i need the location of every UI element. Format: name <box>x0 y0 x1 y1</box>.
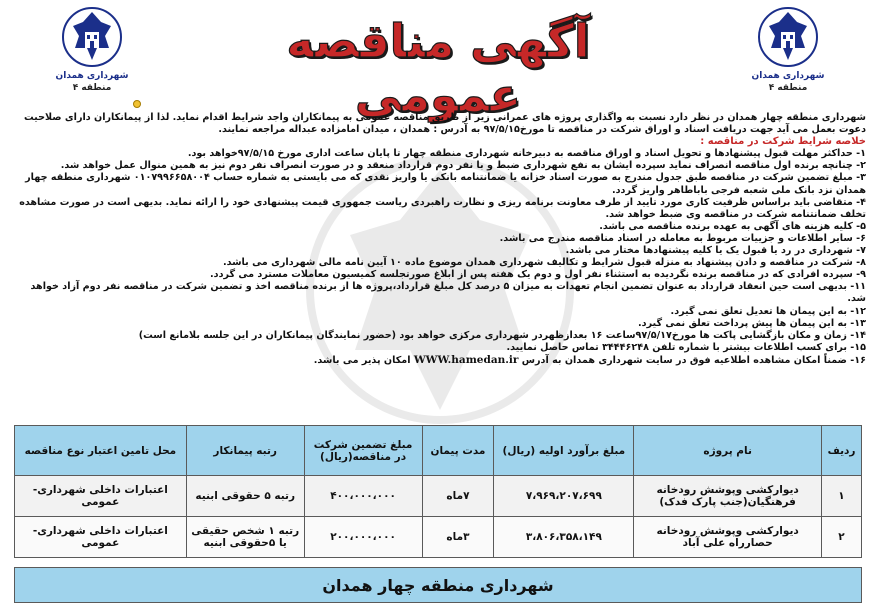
decorative-dot-icon <box>133 100 141 108</box>
logo-right-org: شهرداری همدان <box>751 71 825 81</box>
cell-row-number: ۲ <box>822 517 862 558</box>
condition-item: ۹- سپرده افرادی که در مناقصه برنده نگردیده به استثناء نفر اول و دوم یک هفته پس از ابلاغ صورتجلسه کمیسیون معاملات مسترد می گردد. <box>210 269 866 281</box>
header-guarantee: مبلغ تضمین شرکت در مناقصه(ریال) <box>304 426 422 476</box>
condition-16-suffix: امکان پذیر می باشد. <box>313 354 411 366</box>
condition-item: ۴- متقاضی باید براساس ظرفیت کاری مورد تایید از طرف معاونت برنامه ریزی و نظارت راهبردی ریاست جمهوری قیمت پیشنهادی خود را ارائه نماید. بدیهی است در صورت مشاهده تخلف ضمانتنامه شرکت در مناقصه وی ضبط خواهد شد. <box>19 196 866 220</box>
projects-table-wrap <box>14 425 862 558</box>
condition-item: ۳- مبلغ تضمین شرکت در مناقصه طبق جدول مندرج به صورت اسناد خزانه یا ضمانتنامه بانکی یا واریز نقدی که می بایستی به شماره حساب ۰۱۰۷۹۹۶۶۵۸۰۰۴ شهرداری منطقه چهار همدان نزد بانک ملی شعبه فرجی باباطاهر واریز گردد. <box>25 172 866 196</box>
projects-table <box>14 425 862 558</box>
municipality-emblem-icon <box>61 6 123 68</box>
conditions-title: خلاصه شرایط شرکت در مناقصه : <box>700 136 866 148</box>
condition-item: ۵- کلیه هزینه های آگهی به عهده برنده مناقصه می باشد. <box>599 220 866 232</box>
cell-contractor-rank: رتبه ۱ شخص حقیقی یا ۵حقوقی ابنیه <box>186 517 304 558</box>
cell-duration: ۳ماه <box>422 517 494 558</box>
condition-item: ۱۴- زمان و مکان بازگشایی پاکت ها مورخ۹۷/۵/۱۷ساعت ۱۶ بعدازظهردر شهرداری مرکزی خواهد بود (حضور نمایندگان پیمانکاران در این جلسه بلامانع است) <box>138 329 866 341</box>
municipality-logo-left <box>52 6 132 106</box>
notice-body <box>10 112 866 367</box>
logo-left-district: منطقه ۴ <box>72 83 112 93</box>
condition-item-16 <box>10 354 866 367</box>
logo-right-district: منطقه ۴ <box>768 83 808 93</box>
cell-estimate: ۷،۹۶۹،۲۰۷،۶۹۹ <box>494 476 634 517</box>
condition-item: ۱۵- برای کسب اطلاعات بیشتر با شماره تلفن ۳۴۴۴۶۲۴۸ تماس حاصل نمایید. <box>506 341 866 353</box>
cell-contractor-rank: رتبه ۵ حقوقی ابنیه <box>186 476 304 517</box>
cell-estimate: ۳،۸۰۶،۳۵۸،۱۴۹ <box>494 517 634 558</box>
condition-item: ۱۲- به این پیمان ها تعدیل تعلق نمی گیرد. <box>670 305 866 317</box>
cell-guarantee: ۲۰۰،۰۰۰،۰۰۰ <box>304 517 422 558</box>
condition-item: ۲- چنانچه برنده اول مناقصه انصراف نماید سپرده ایشان به نفع شهرداری ضبط و با نفر دوم قرارداد منعقد و در صورت انصراف نفر دوم نیز به همین منوال عمل خواهد شد. <box>60 160 866 172</box>
condition-item: ۸- شرکت در مناقصه و دادن پیشنهاد به منزله قبول شرایط و تکالیف شهرداری همدان موضوع ماده ۱۰ آیین نامه مالی شهرداری می باشد. <box>222 257 866 269</box>
condition-item: ۱۳- به این پیمان ها پیش پرداخت تعلق نمی گیرد. <box>638 317 866 329</box>
header-estimate: مبلغ برآورد اولیه (ریال) <box>494 426 634 476</box>
condition-item: ۱۱- بدیهی است حین انعقاد قرارداد به عنوان تضمین انجام تعهدات به میزان ۵ درصد کل مبلغ قرارداد،پروژه ها از برنده مناقصه اخذ و تضمین شرکت در مناقصه نفر دوم آزاد خواهد شد. <box>30 281 866 305</box>
cell-project-name: دیوارکشی وپوشش رودخانه فرهنگیان(جنب پارک فدک) <box>634 476 822 517</box>
header-contractor-rank: رتبه پیمانکار <box>186 426 304 476</box>
table-row <box>15 517 862 558</box>
header-funding: محل تامین اعتبار نوع مناقصه <box>15 426 187 476</box>
website-link[interactable]: WWW.hamedan.ir <box>413 353 519 366</box>
condition-item: ۱- حداکثر مهلت قبول پیشنهادها و تحویل اسناد و اوراق مناقصه به دبیرخانه شهرداری منطقه چهار تا پایان ساعت اداری مورخ ۹۷/۵/۱۵خواهد بود. <box>187 148 866 160</box>
cell-guarantee: ۴۰۰،۰۰۰،۰۰۰ <box>304 476 422 517</box>
conditions-list <box>10 148 866 354</box>
condition-item: ۶- سایر اطلاعات و جزییات مربوط به معامله در اسناد مناقصه مندرج می باشد. <box>499 232 866 244</box>
municipality-logo-right <box>748 6 828 106</box>
cell-row-number: ۱ <box>822 476 862 517</box>
condition-16-text: ۱۶- ضمناً امکان مشاهده اطلاعیه فوق در سایت شهرداری همدان به آدرس <box>521 354 866 366</box>
notice-header <box>0 0 875 122</box>
table-row <box>15 476 862 517</box>
header-row-number: ردیف <box>822 426 862 476</box>
cell-funding: اعتبارات داخلی شهرداری-عمومی <box>15 476 187 517</box>
cell-funding: اعتبارات داخلی شهرداری-عمومی <box>15 517 187 558</box>
table-header-row <box>15 426 862 476</box>
notice-title: آگهی مناقصه عمومی <box>286 14 590 122</box>
footer-banner: شهرداری منطقه چهار همدان <box>14 567 862 603</box>
condition-item: ۷- شهرداری در رد یا قبول یک یا کلیه پیشنهادها مختار می باشد. <box>565 245 866 257</box>
header-duration: مدت پیمان <box>422 426 494 476</box>
header-project-name: نام پروژه <box>634 426 822 476</box>
cell-duration: ۷ماه <box>422 476 494 517</box>
intro-paragraph: شهرداری منطقه چهار همدان در نظر دارد نسبت به واگذاری پروژه های عمرانی زیر از طریق مناقصه عمومی به پیمانکاران واجد شرایط اقدام نماید. لذا از پیمانکاران دارای صلاحیت دعوت بعمل می آید جهت دریافت اسناد و اوراق شرکت در مناقصه تا مورخ۹۷/۵/۱۵ به آدرس : همدان ، میدان امامزاده عبداله مراجعه نمایند. <box>24 112 866 136</box>
municipality-emblem-icon <box>757 6 819 68</box>
cell-project-name: دیوارکشی وپوشش رودخانه حصارراه علی آباد <box>634 517 822 558</box>
logo-left-org: شهرداری همدان <box>55 71 129 81</box>
